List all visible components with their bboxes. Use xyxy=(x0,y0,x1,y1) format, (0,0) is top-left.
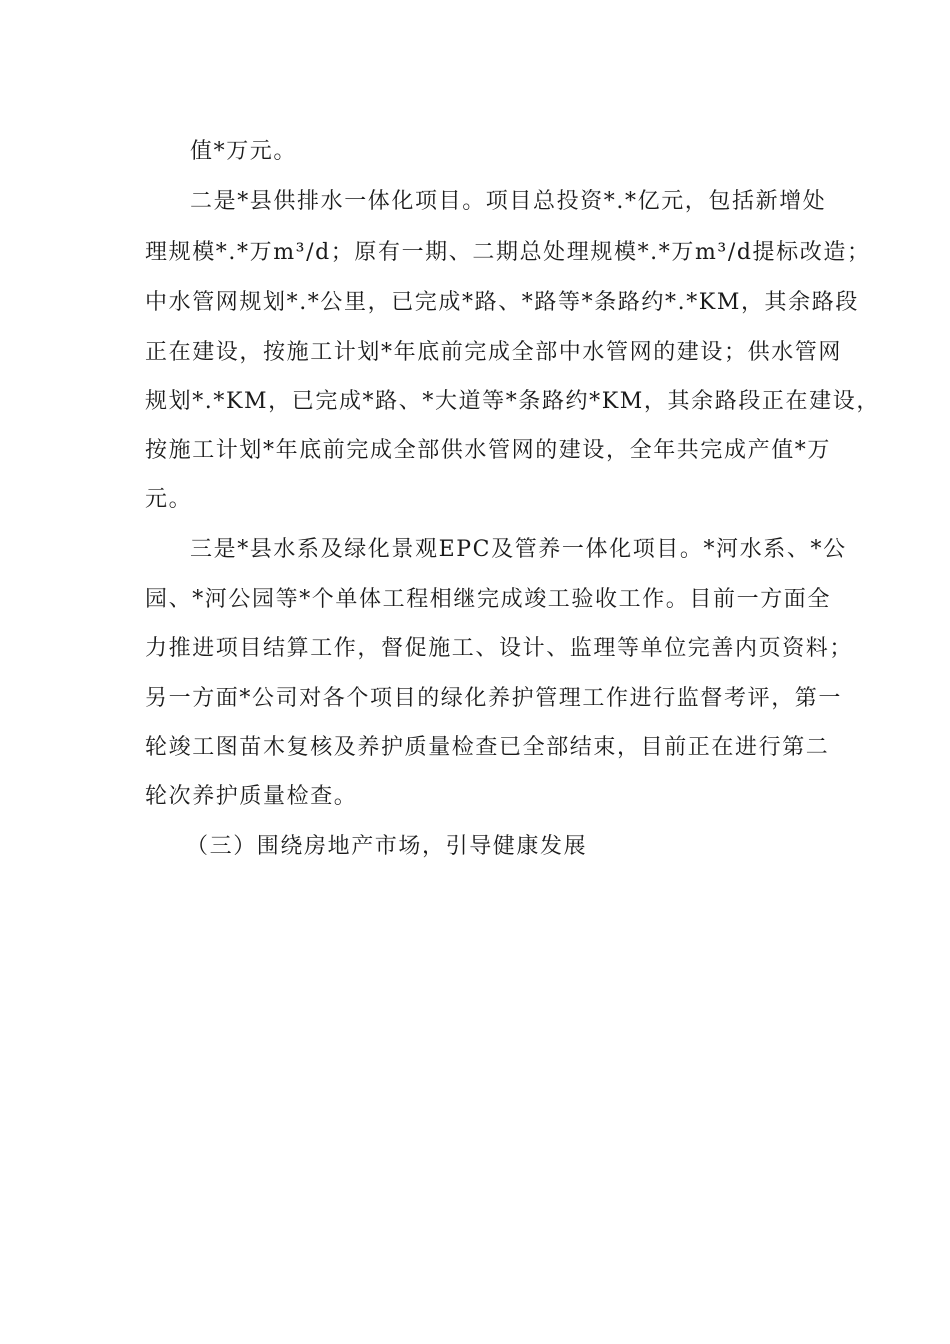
text-line-10: 园、*河公园等*个单体工程相继完成竣工验收工作。目前一方面全 xyxy=(145,587,832,612)
text-line-9: 三是*县水系及绿化景观EPC及管养一体化项目。*河水系、*公 xyxy=(190,537,847,562)
text-line-14: 轮次养护质量检查。 xyxy=(145,784,358,809)
text-line-11: 力推进项目结算工作，督促施工、设计、监理等单位完善内页资料； xyxy=(145,636,854,661)
text-line-6: 规划*.*KM，已完成*路、*大道等*条路约*KM，其余路段正在建设， xyxy=(145,389,880,414)
text-line-8: 元。 xyxy=(145,487,193,512)
text-line-1: 值*万元。 xyxy=(190,139,298,164)
section-heading: （三）围绕房地产市场，引导健康发展 xyxy=(186,834,588,859)
text-line-7: 按施工计划*年底前完成全部供水管网的建设，全年共完成产值*万 xyxy=(145,438,832,463)
text-line-5: 正在建设，按施工计划*年底前完成全部中水管网的建设；供水管网 xyxy=(145,340,843,365)
text-line-3: 理规模*.*万m³/d；原有一期、二期总处理规模*.*万m³/d提标改造； xyxy=(145,240,871,265)
text-line-12: 另一方面*公司对各个项目的绿化养护管理工作进行监督考评，第一 xyxy=(145,686,843,711)
text-line-13: 轮竣工图苗木复核及养护质量检查已全部结束，目前正在进行第二 xyxy=(145,735,830,760)
text-line-4: 中水管网规划*.*公里，已完成*路、*路等*条路约*.*KM，其余路段 xyxy=(145,290,859,315)
text-line-2: 二是*县供排水一体化项目。项目总投资*.*亿元，包括新增处 xyxy=(190,189,827,214)
